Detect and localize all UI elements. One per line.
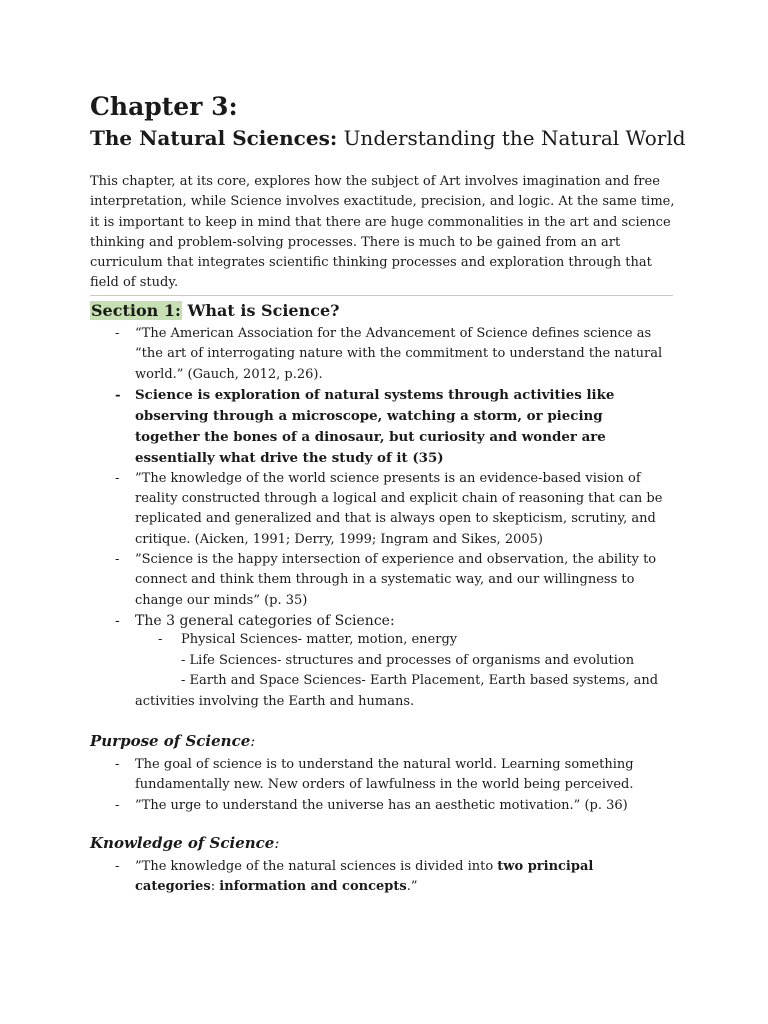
item-text: The goal of science is to understand the natural world. Learning something fundamentally new. New orders of lawfulness in the world being perceived. [135, 757, 634, 793]
item-text: ”Science is the happy intersection of experience and observation, the ability to connect and think them through in a systematic way, and our willingness to change our minds” (p. 35) [135, 552, 657, 608]
subtitle-bold: The Natural Sciences: [90, 126, 338, 150]
item-text: “The American Association for the Advancement of Science defines science as “the art of interrogating nature with the commitment to understand the natural world.” (Gauch, 2012, p.26). [135, 326, 663, 382]
item-text-bold-1: two principal categories [135, 859, 594, 895]
list-item-categories [0, 611, 670, 631]
list-item [0, 857, 670, 898]
dash-bullet: - [115, 552, 120, 568]
purpose-heading [90, 732, 255, 750]
category-earth-continued: activities involving the Earth and humans. [135, 694, 415, 709]
list-item [0, 755, 670, 796]
purpose-list [0, 755, 768, 816]
category-life: - Life Sciences- structures and processes of organisms and evolution [181, 653, 635, 668]
item-text: ”The urge to understand the universe has an aesthetic motivation.” (p. 36) [135, 797, 628, 813]
chapter-title: Chapter 3: [90, 92, 238, 121]
categories-intro: The 3 general categories of Science: [135, 612, 395, 629]
dash-bullet: - [115, 612, 120, 629]
list-item [0, 796, 670, 816]
dash-bullet: - [115, 470, 120, 486]
list-item [0, 550, 670, 611]
category-physical: Physical Sciences- matter, motion, energy [181, 632, 458, 647]
dash-bullet: - [115, 386, 121, 403]
dash-bullet: - [115, 797, 120, 813]
chapter-subtitle [90, 126, 686, 150]
category-earth: - Earth and Space Sciences- Earth Placement, Earth based systems, and [181, 673, 659, 688]
section1-list [0, 324, 768, 631]
section-label: Section 1: [91, 301, 181, 320]
section-heading [90, 301, 340, 320]
dash-bullet: - [115, 859, 120, 874]
subtitle-rest: Understanding the Natural World [343, 126, 686, 150]
section-title: What is Science? [187, 301, 340, 320]
item-text-post: .” [406, 879, 418, 895]
knowledge-list [0, 857, 768, 898]
knowledge-colon: : [274, 834, 280, 852]
purpose-colon: : [250, 732, 256, 750]
dash-bullet: - [115, 757, 120, 772]
knowledge-title: Knowledge of Science [90, 834, 275, 852]
knowledge-heading [90, 834, 279, 852]
item-text: Science is exploration of natural systems through activities like observing through a microscope, watching a storm, or piecing together the bones of a dinosaur, but curiosity and wonder are essentially what drive the study of it (35) [135, 386, 615, 466]
item-text: ”The knowledge of the world science presents is an evidence-based vision of reality constructed through a logical and explicit chain of reasoning that can be replicated and generalized and that is always open to skepticism, scrutiny, and critique. (Aicken, 1991; Derry, 1999; Ingram and Sikes, 2005) [135, 470, 663, 547]
purpose-title: Purpose of Science [90, 732, 251, 750]
horizontal-rule [90, 295, 673, 296]
list-item [0, 385, 670, 469]
intro-paragraph: This chapter, at its core, explores how the subject of Art involves imagination and free interpretation, while Science involves exactitude, precision, and logic. At the same time, it is important to keep in mind that there are huge commonalities in the art and science thinking and problem-solving processes. There is much to be gained from an art curriculum that integrates scientific thinking processes and exploration through that field of study. [90, 174, 675, 291]
item-text-mid: : [210, 879, 220, 895]
item-text-pre: ”The knowledge of the natural sciences is divided into [135, 859, 498, 874]
sub-dash-bullet: - [158, 632, 163, 647]
list-item [0, 324, 670, 385]
dash-bullet: - [115, 326, 120, 341]
item-text-bold-2: information and concepts [219, 879, 407, 895]
list-item [0, 469, 670, 550]
